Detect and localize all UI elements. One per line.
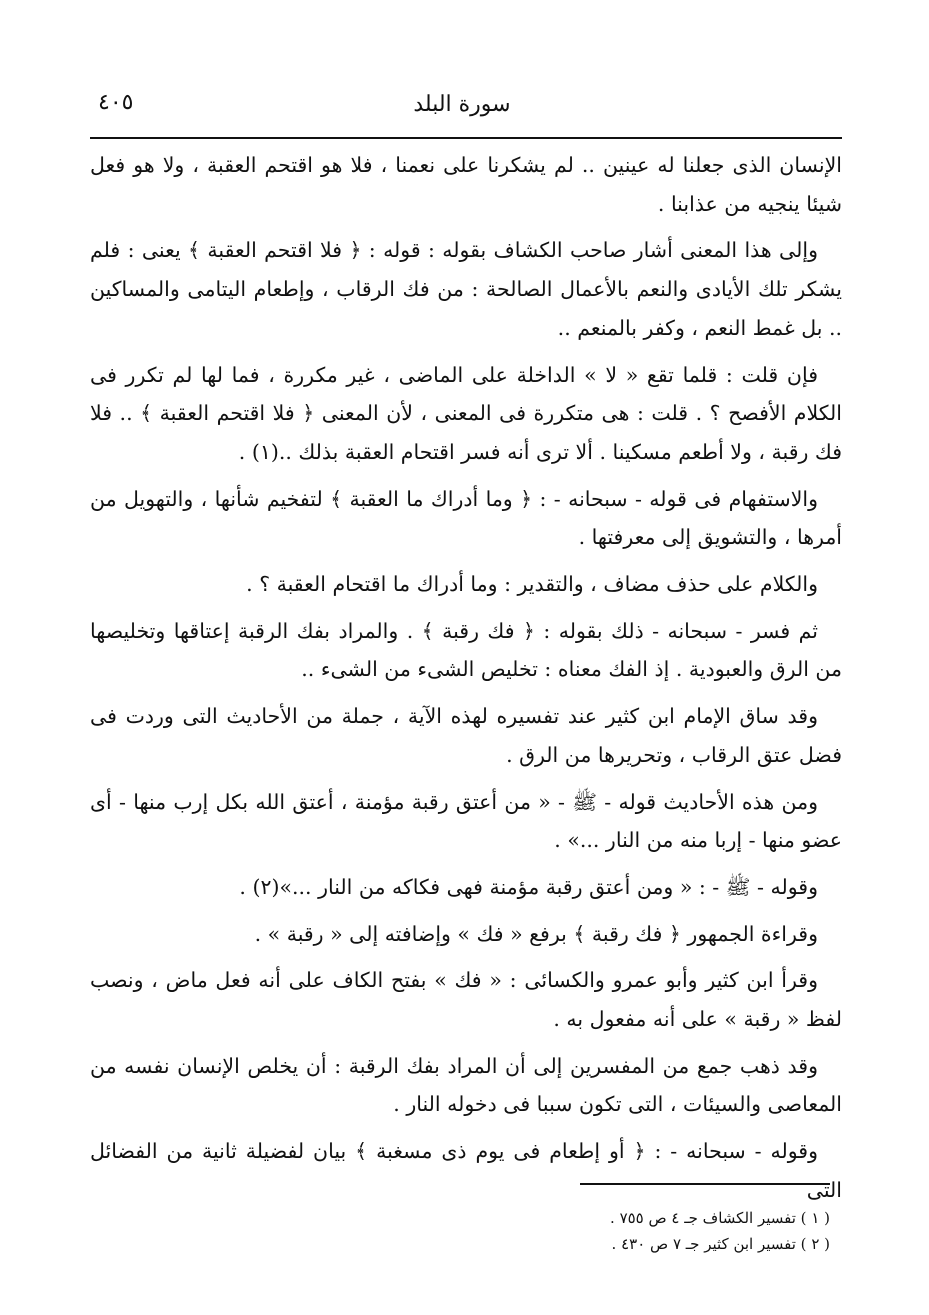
paragraph: وإلى هذا المعنى أشار صاحب الكشاف بقوله : قوله : ﴿ فلا اقتحم العقبة ﴾ يعنى : فلم يشكر تلك الأيادى والنعم بالأعمال الصالحة : من فك الرقاب ، وإطعام اليتامى والمساكين .. بل غمط النعم ، وكفر بالمنعم .. [90, 238, 842, 340]
footnote: ( ١ ) تفسير الكشاف جـ ٤ ص ٧٥٥ . [610, 1209, 830, 1227]
surah-title: سورة البلد [413, 92, 511, 117]
footnotes [300, 1205, 830, 1257]
paragraph: وقد ذهب جمع من المفسرين إلى أن المراد بفك الرقبة : أن يخلص الإنسان نفسه من المعاصى والسيئات ، التى تكون سببا فى دخوله النار . [90, 1053, 842, 1117]
paragraph: الإنسان الذى جعلنا له عينين .. لم يشكرنا على نعمنا ، فلا هو اقتحم العقبة ، ولا هو فعل شيئا ينجيه من عذابنا . [90, 153, 842, 216]
paragraph: وقوله - سبحانه - : ﴿ أو إطعام فى يوم ذى مسغبة ﴾ بيان لفضيلة ثانية من الفضائل التى [90, 1139, 842, 1202]
footnote-rule [580, 1183, 830, 1185]
paragraph: ومن هذه الأحاديث قوله - ﷺ - « من أعتق رقبة مؤمنة ، أعتق الله بكل إرب منها - أى عضو منها - إربا منه من النار ...» . [90, 789, 842, 853]
paragraph: وقوله - ﷺ - : « ومن أعتق رقبة مؤمنة فهى فكاكه من النار ...»(٢) . [239, 874, 818, 899]
footnote: ( ٢ ) تفسير ابن كثير جـ ٧ ص ٤٣٠ . [611, 1235, 830, 1253]
paragraph: وقرأ ابن كثير وأبو عمرو والكسائى : « فك » بفتح الكاف على أنه فعل ماض ، ونصب لفظ « رقبة » على أنه مفعول به . [90, 968, 842, 1032]
header-rule [90, 137, 842, 139]
running-header [90, 84, 834, 134]
paragraph: والكلام على حذف مضاف ، والتقدير : وما أدراك ما اقتحام العقبة ؟ . [246, 572, 818, 597]
paragraph: فإن قلت : قلما تقع « لا » الداخلة على الماضى ، غير مكررة ، فما لها لم تكرر فى الكلام الأفصح ؟ . قلت : هى متكررة فى المعنى ، لأن المعنى ﴿ فلا اقتحم العقبة ﴾ .. فلا فك رقبة ، ولا أطعم مسكينا . ألا ترى أنه فسر اقتحام العقبة بذلك ..(١) . [90, 362, 842, 464]
page-number: ٤٠٥ [98, 90, 134, 115]
main-text [90, 146, 842, 1218]
paragraph: والاستفهام فى قوله - سبحانه - : ﴿ وما أدراك ما العقبة ﴾ لتفخيم شأنها ، والتهويل من أمرها ، والتشويق إلى معرفتها . [90, 486, 842, 550]
paragraph: وقد ساق الإمام ابن كثير عند تفسيره لهذه الآية ، جملة من الأحاديث التى وردت فى فضل عتق الرقاب ، وتحريرها من الرق . [90, 704, 842, 767]
paragraph: ثم فسر - سبحانه - ذلك بقوله : ﴿ فك رقبة ﴾ . والمراد بفك الرقبة إعتاقها وتخليصها من الرق والعبودية . إذ الفك معناه : تخليص الشىء من الشىء .. [90, 618, 842, 682]
paragraph: وقراءة الجمهور ﴿ فك رقبة ﴾ برفع « فك » وإضافته إلى « رقبة » . [254, 921, 818, 946]
